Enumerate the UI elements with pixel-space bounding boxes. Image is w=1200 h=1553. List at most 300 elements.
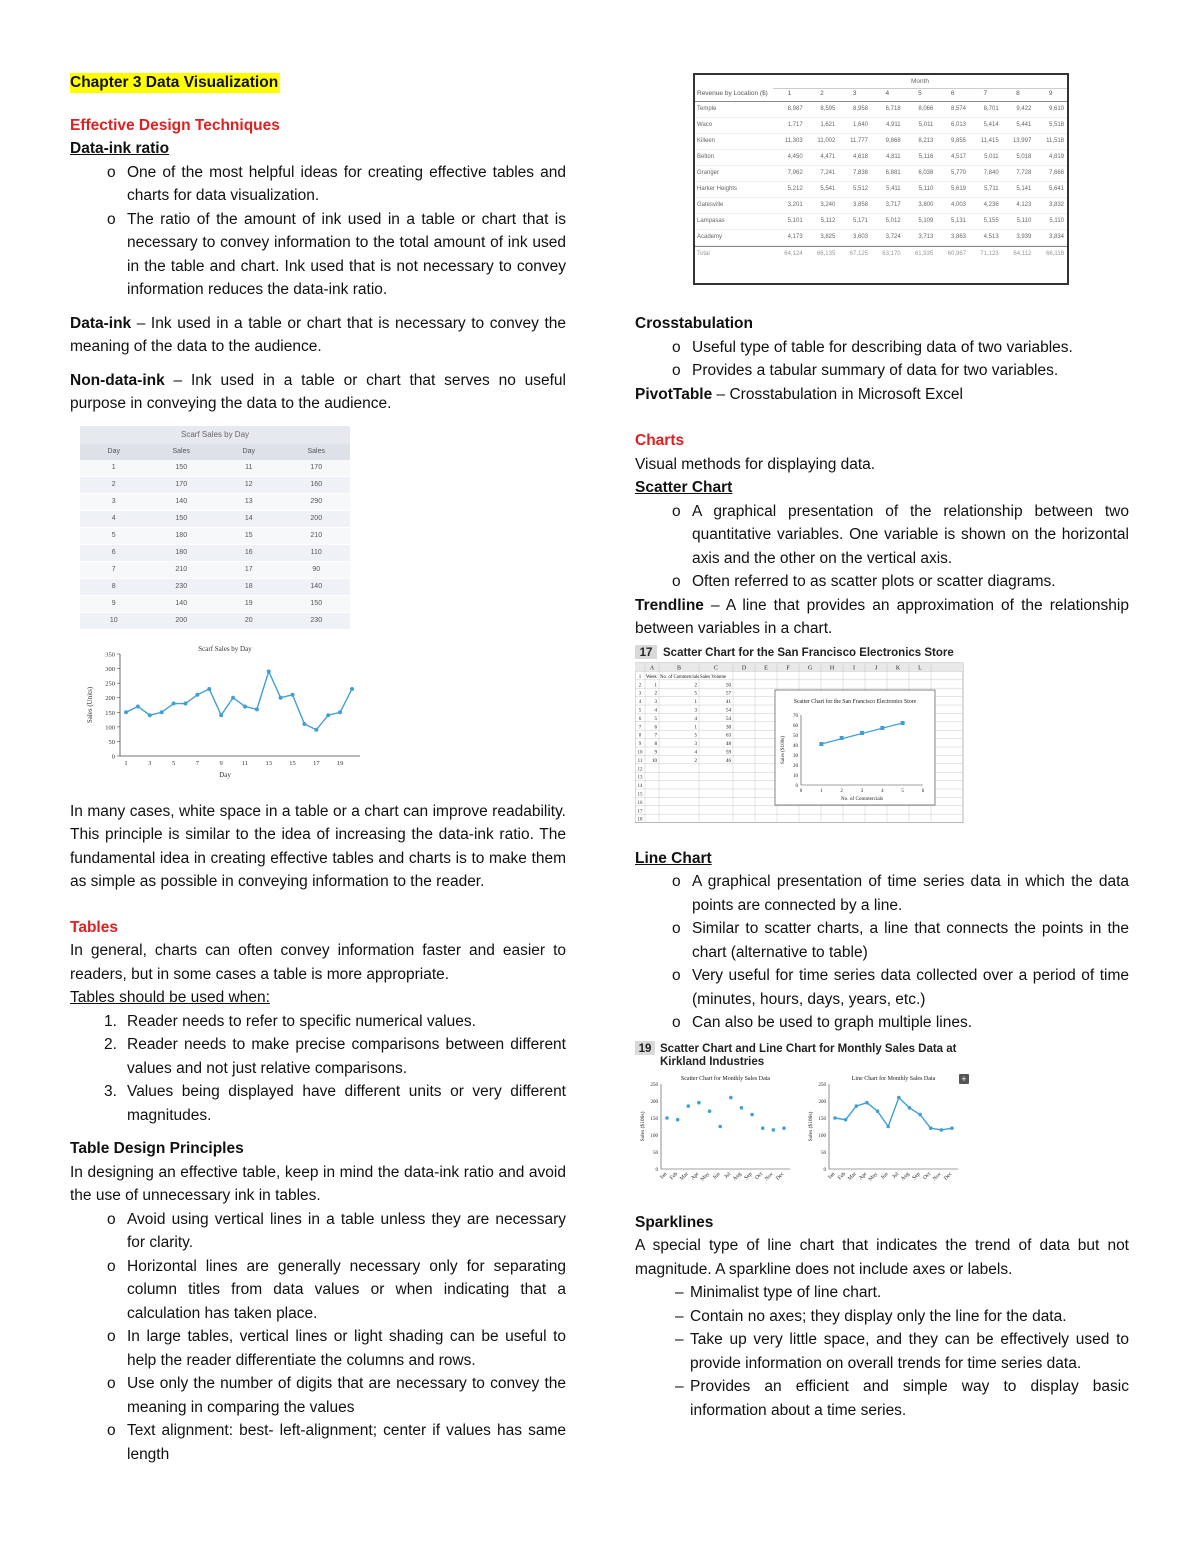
table-cell: 3,201 bbox=[787, 202, 803, 208]
x-tick-label: Feb bbox=[836, 1170, 848, 1181]
table-cell: 67,125 bbox=[849, 251, 868, 257]
data-point bbox=[772, 1128, 776, 1132]
data-point bbox=[338, 710, 342, 714]
heading-crosstabulation: Crosstabulation bbox=[635, 315, 753, 332]
x-tick-label: 4 bbox=[881, 788, 884, 794]
data-point bbox=[326, 713, 330, 717]
table-cell: 5,109 bbox=[918, 218, 934, 224]
table-cell: 64,124 bbox=[784, 251, 803, 257]
x-tick-label: Jul bbox=[891, 1170, 901, 1180]
table-cell: 7,668 bbox=[1048, 170, 1064, 176]
column-header: Day bbox=[242, 447, 255, 455]
table-cell: 17 bbox=[244, 565, 253, 573]
table-cell: 20 bbox=[244, 616, 253, 624]
data-point bbox=[860, 731, 864, 735]
column-header: 5 bbox=[918, 90, 922, 97]
table-cell: 5,441 bbox=[1016, 122, 1032, 128]
row-number: 14 bbox=[637, 783, 643, 789]
column-letter: H bbox=[829, 665, 835, 671]
list-item: o A graphical presentation of the relationship between two quantitative variables. One variable is shown on the horizontal axis and the other on the vertical axis. bbox=[672, 502, 1129, 567]
data-point bbox=[350, 686, 354, 690]
revenue-header bbox=[695, 89, 1067, 102]
total-row bbox=[695, 246, 1067, 262]
x-tick-label: Jun bbox=[879, 1170, 890, 1181]
heading-table-design-principles: Table Design Principles bbox=[70, 1140, 244, 1157]
figure-19 bbox=[635, 1041, 975, 1201]
x-tick-label: Mar bbox=[846, 1170, 858, 1182]
table-cell: 150 bbox=[175, 463, 188, 471]
table-cell: 3 bbox=[111, 497, 116, 505]
row-number: 11 bbox=[637, 758, 643, 764]
data-point bbox=[665, 1116, 669, 1120]
column-header: Day bbox=[107, 447, 120, 455]
column-header: Sales bbox=[172, 447, 190, 455]
x-tick-label: Oct bbox=[922, 1170, 933, 1181]
column-header: 9 bbox=[1048, 90, 1053, 97]
x-tick-label: Feb bbox=[668, 1170, 680, 1181]
x-tick-label: Jun bbox=[711, 1170, 722, 1181]
table-cell: 4 bbox=[654, 708, 657, 713]
scarf-sales-chart-svg bbox=[80, 642, 370, 782]
column-header: Sales bbox=[307, 447, 325, 455]
table-row bbox=[695, 182, 1067, 198]
row-number: 16 bbox=[637, 800, 643, 806]
y-tick-label: 100 bbox=[650, 1133, 658, 1139]
table-cell: 4,517 bbox=[950, 154, 966, 160]
heading-tables: Tables bbox=[70, 918, 118, 936]
y-axis-label: Sales (Units) bbox=[86, 686, 94, 723]
row-label: Temple bbox=[697, 106, 717, 112]
y-tick-label: 50 bbox=[653, 1150, 658, 1156]
figure-17 bbox=[635, 645, 965, 823]
table-cell: 2 bbox=[654, 691, 657, 697]
data-point bbox=[908, 1106, 912, 1110]
table-cell: 13 bbox=[244, 497, 253, 505]
table-cell: 66,135 bbox=[816, 251, 836, 257]
table-cell: 230 bbox=[175, 582, 188, 590]
x-tick-label: Aug bbox=[899, 1170, 911, 1182]
data-point bbox=[740, 1106, 744, 1110]
scarf-table-header bbox=[80, 444, 350, 460]
table-cell: 9 bbox=[111, 599, 116, 607]
column-letter: A bbox=[649, 665, 655, 671]
x-tick-label: Nov bbox=[931, 1170, 943, 1182]
table-cell: 170 bbox=[175, 480, 188, 488]
list-item: o The ratio of the amount of ink used in a table or chart that is necessary to convey information to the total amount of ink used in the table and chart. Ink used that is not necessary to convey information reduces the data-ink ratio. bbox=[107, 210, 566, 298]
data-point bbox=[940, 1128, 944, 1132]
charts-paragraph: Visual methods for displaying data. bbox=[635, 455, 876, 473]
data-point bbox=[880, 726, 884, 730]
heading-scatter-chart: Scatter Chart bbox=[635, 479, 733, 496]
table-cell: 59 bbox=[726, 750, 731, 755]
table-cell: 4,123 bbox=[1016, 202, 1032, 208]
tables-when-heading: Tables should be used when: bbox=[70, 989, 270, 1006]
data-point bbox=[819, 742, 823, 746]
tables-when-list bbox=[70, 1010, 566, 1128]
data-point bbox=[148, 713, 152, 717]
column-header: 7 bbox=[983, 90, 988, 97]
table-cell: 10 bbox=[109, 616, 118, 624]
table-row bbox=[695, 102, 1067, 118]
month-label: Month bbox=[773, 75, 1067, 89]
table-cell: 5,101 bbox=[787, 218, 803, 224]
table-cell: 61,935 bbox=[914, 251, 934, 257]
table-cell: 1,640 bbox=[852, 122, 868, 128]
table-cell: 8,213 bbox=[918, 138, 934, 144]
table-cell: 3 bbox=[694, 708, 697, 713]
data-point bbox=[243, 704, 247, 708]
table-row bbox=[695, 134, 1067, 150]
table-cell: 8,987 bbox=[787, 106, 803, 112]
row-label: Belton bbox=[697, 154, 715, 160]
table-cell: 54 bbox=[726, 708, 731, 713]
figure-number: 17 bbox=[639, 646, 653, 659]
list-item: 1. Reader needs to refer to specific numerical values. bbox=[104, 1012, 476, 1030]
table-cell: 6,718 bbox=[885, 106, 901, 112]
table-cell: 210 bbox=[310, 531, 323, 539]
table-row bbox=[695, 150, 1067, 166]
list-item: 3. Values being displayed have different units or very different magnitudes. bbox=[104, 1083, 566, 1124]
x-tick-label: 7 bbox=[195, 759, 199, 767]
table-cell: 4 bbox=[694, 750, 697, 755]
data-point bbox=[172, 701, 176, 705]
column-letter: I bbox=[853, 665, 855, 671]
table-cell: 1,621 bbox=[820, 122, 836, 128]
table-cell: 4,618 bbox=[852, 154, 868, 160]
table-cell: 3,800 bbox=[918, 202, 934, 208]
x-tick-label: Sep bbox=[743, 1170, 754, 1181]
table-cell: 4,236 bbox=[983, 202, 999, 208]
x-tick-label: Mar bbox=[678, 1170, 690, 1182]
row-number: 10 bbox=[637, 750, 643, 755]
y-tick-label: 150 bbox=[818, 1116, 826, 1122]
table-row bbox=[80, 494, 350, 511]
table-cell: 7,241 bbox=[820, 170, 836, 176]
table-cell: 13,997 bbox=[1012, 138, 1032, 144]
y-tick-label: 150 bbox=[105, 709, 115, 717]
sparklines-paragraph: A special type of line chart that indicates the trend of data but not magnitude. A sparkline does not include axes or labels. bbox=[635, 1237, 1129, 1278]
data-point bbox=[918, 1112, 922, 1116]
row-number: 9 bbox=[638, 741, 642, 747]
y-tick-label: 20 bbox=[793, 763, 798, 769]
table-cell: 4 bbox=[111, 514, 116, 522]
column-letter: J bbox=[874, 665, 878, 671]
list-item: o Provides a tabular summary of data for two variables. bbox=[672, 362, 1059, 379]
y-tick-label: 30 bbox=[793, 753, 798, 759]
x-tick-label: Apr bbox=[858, 1170, 869, 1181]
list-item: – Take up very little space, and they can be effectively used to provide information on overall trends for time series data. bbox=[675, 1331, 1129, 1372]
x-tick-label: 9 bbox=[219, 759, 223, 767]
heading-effective-design: Effective Design Techniques bbox=[70, 116, 280, 134]
tdp-list bbox=[70, 1208, 566, 1467]
row-label: Harker Heights bbox=[697, 186, 738, 192]
scarf-sales-chart bbox=[80, 642, 370, 782]
x-tick-label: Jul bbox=[723, 1170, 733, 1180]
x-tick-label: Apr bbox=[690, 1170, 701, 1181]
x-tick-label: 1 bbox=[820, 788, 823, 794]
data-point bbox=[901, 721, 905, 725]
table-cell: 5,131 bbox=[950, 218, 966, 224]
data-point bbox=[676, 1117, 680, 1121]
data-ink-definition: Data-ink – Ink used in a table or chart that is necessary to convey the meaning of the data to the audience. bbox=[70, 314, 566, 355]
table-cell: 6,881 bbox=[885, 170, 901, 176]
column-letter: C bbox=[713, 665, 719, 671]
table-cell: 3,240 bbox=[820, 202, 836, 208]
table-cell: 170 bbox=[310, 463, 323, 471]
row-number: 15 bbox=[637, 792, 643, 797]
row-label: Killeen bbox=[697, 138, 716, 144]
data-point bbox=[854, 1104, 858, 1108]
table-cell: 8,701 bbox=[983, 106, 999, 112]
table-cell: 18 bbox=[244, 582, 253, 590]
list-item: o Useful type of table for describing data of two variables. bbox=[672, 338, 1073, 356]
table-cell: 7 bbox=[654, 733, 657, 739]
y-axis-label: Sales ($100s) bbox=[780, 735, 786, 764]
table-cell: 5 bbox=[694, 733, 697, 739]
figure-number: 19 bbox=[638, 1042, 652, 1055]
table-cell: 11,777 bbox=[850, 138, 868, 144]
y-tick-label: 40 bbox=[793, 743, 798, 749]
table-cell: 3,713 bbox=[918, 234, 934, 240]
table-cell: 11,415 bbox=[980, 138, 999, 144]
table-cell: 3,939 bbox=[1016, 234, 1032, 240]
column-header: No. of Commercials bbox=[660, 674, 700, 680]
x-tick-label: Dec bbox=[942, 1170, 954, 1182]
x-tick-label: Oct bbox=[754, 1170, 765, 1181]
data-point bbox=[750, 1112, 754, 1116]
table-cell: 63 bbox=[726, 733, 731, 739]
series-line bbox=[126, 671, 352, 729]
table-cell: 6 bbox=[111, 548, 116, 556]
table-cell: 5,116 bbox=[918, 154, 934, 160]
table-cell: 71,123 bbox=[980, 251, 999, 257]
table-cell: 230 bbox=[310, 616, 323, 624]
y-tick-label: 200 bbox=[105, 694, 115, 702]
line-chart-list bbox=[635, 870, 1129, 1035]
y-tick-label: 300 bbox=[105, 665, 115, 673]
column-letter: D bbox=[741, 665, 747, 671]
table-cell: 5,112 bbox=[820, 218, 836, 224]
table-cell: 7,962 bbox=[787, 170, 803, 176]
table-cell: 5,619 bbox=[950, 186, 966, 192]
data-point bbox=[782, 1126, 786, 1130]
table-row bbox=[80, 460, 350, 477]
table-cell: 3,603 bbox=[852, 234, 868, 240]
data-point bbox=[844, 1117, 848, 1121]
revenue-month-row bbox=[695, 75, 1067, 89]
list-item: o Avoid using vertical lines in a table unless they are necessary for clarity. bbox=[107, 1210, 566, 1251]
table-cell: 5,018 bbox=[1016, 154, 1032, 160]
panel-title: Scatter Chart for Monthly Sales Data bbox=[680, 1075, 771, 1082]
table-cell: 5,011 bbox=[984, 154, 999, 160]
data-point bbox=[761, 1126, 765, 1130]
table-cell: 1 bbox=[694, 699, 697, 705]
data-point bbox=[840, 736, 844, 740]
revenue-table-body bbox=[695, 75, 1067, 262]
data-point bbox=[136, 704, 140, 708]
table-cell: 3 bbox=[654, 699, 657, 705]
table-cell: 41 bbox=[726, 699, 731, 705]
table-row bbox=[80, 596, 350, 613]
y-tick-label: 70 bbox=[793, 713, 798, 719]
data-point bbox=[708, 1109, 712, 1113]
x-tick-label: Nov bbox=[763, 1170, 775, 1182]
table-cell: 200 bbox=[310, 514, 323, 522]
table-cell: 7,728 bbox=[1016, 170, 1032, 176]
table-cell: 11,002 bbox=[817, 138, 836, 144]
data-point bbox=[314, 727, 318, 731]
chart-box bbox=[775, 690, 935, 805]
y-tick-label: 200 bbox=[818, 1099, 826, 1105]
list-item: o Text alignment: best- left-alignment; center if values has same length bbox=[107, 1422, 566, 1463]
row-number: 8 bbox=[638, 733, 642, 739]
column-letter: B bbox=[676, 665, 682, 671]
table-cell: 5,110 bbox=[1016, 218, 1032, 224]
x-tick-label: 15 bbox=[289, 759, 296, 767]
tables-paragraph: In general, charts can often convey information faster and easier to readers, but in some cases a table is more appropriate. bbox=[70, 942, 566, 983]
table-cell: 110 bbox=[310, 548, 322, 556]
table-row bbox=[695, 230, 1067, 246]
table-cell: 11,518 bbox=[1046, 138, 1064, 144]
list-item: o Use only the number of digits that are necessary to convey the meaning in comparing the values bbox=[107, 1375, 566, 1416]
x-tick-label: 11 bbox=[241, 759, 249, 767]
table-cell: 5 bbox=[111, 531, 116, 539]
table-cell: 1,717 bbox=[787, 122, 803, 128]
data-point bbox=[231, 695, 235, 699]
y-tick-label: 100 bbox=[105, 723, 115, 731]
list-item: – Contain no axes; they display only the line for the data. bbox=[675, 1307, 1067, 1325]
table-cell: 140 bbox=[175, 497, 188, 505]
table-cell: 3,834 bbox=[1048, 234, 1064, 240]
data-point bbox=[697, 1100, 701, 1104]
x-tick-label: Jan bbox=[826, 1170, 837, 1181]
table-cell: 57 bbox=[726, 691, 731, 697]
list-item: o Often referred to as scatter plots or scatter diagrams. bbox=[672, 573, 1056, 590]
list-item: – Provides an efficient and simple way to display basic information about a time series. bbox=[675, 1378, 1129, 1419]
table-cell: 3,825 bbox=[820, 234, 836, 240]
y-tick-label: 50 bbox=[821, 1150, 826, 1156]
table-cell: 4,811 bbox=[886, 154, 901, 160]
non-data-ink-definition: Non-data-ink – Ink used in a table or chart that serves no useful purpose in conveying the data to the audience. bbox=[70, 371, 566, 412]
table-cell: 150 bbox=[310, 599, 323, 607]
row-label: Granger bbox=[697, 170, 720, 176]
list-item: o Can also be used to graph multiple lines. bbox=[672, 1014, 973, 1031]
table-cell: 8,574 bbox=[950, 106, 966, 112]
figure-17-svg bbox=[635, 645, 965, 823]
heading-data-ink-ratio: Data-ink ratio bbox=[70, 140, 170, 157]
heading-sparklines: Sparklines bbox=[635, 1213, 714, 1231]
table-cell: 4,003 bbox=[950, 202, 966, 208]
table-cell: 5,155 bbox=[983, 218, 999, 224]
data-point bbox=[886, 1124, 890, 1128]
figure-title-line2: Kirkland Industries bbox=[660, 1055, 765, 1068]
table-cell: 4,513 bbox=[983, 234, 999, 240]
table-cell: 6,013 bbox=[950, 122, 966, 128]
y-tick-label: 10 bbox=[793, 773, 798, 779]
table-cell: 3,858 bbox=[852, 202, 868, 208]
table-cell: 12 bbox=[244, 480, 253, 488]
list-item: o Very useful for time series data collected over a period of time (minutes, hours, days, years, etc.) bbox=[672, 967, 1129, 1008]
x-tick-label: 5 bbox=[171, 759, 176, 767]
x-tick-label: 13 bbox=[265, 759, 272, 767]
row-label: Lampasas bbox=[697, 218, 725, 224]
table-cell: 16 bbox=[244, 548, 253, 556]
table-cell: 8 bbox=[111, 582, 116, 590]
table-cell: 3,832 bbox=[1048, 202, 1064, 208]
table-row bbox=[80, 511, 350, 528]
table-cell: 48 bbox=[726, 741, 731, 747]
column-letter: E bbox=[764, 665, 768, 671]
trendline-definition: Trendline – A line that provides an approximation of the relationship between variables in a chart. bbox=[635, 596, 1129, 637]
table-cell: 46 bbox=[726, 758, 731, 764]
right-column bbox=[635, 68, 1129, 1422]
table-cell: 180 bbox=[175, 531, 188, 539]
y-tick-label: 50 bbox=[108, 738, 115, 746]
column-letter: F bbox=[786, 665, 790, 671]
table-cell: 54 bbox=[726, 716, 731, 722]
left-column bbox=[70, 68, 566, 1466]
row-number: 2 bbox=[638, 682, 642, 688]
scarf-table-title: Scarf Sales by Day bbox=[80, 426, 350, 444]
figure-title-line1: Scatter Chart and Line Chart for Monthly Sales Data at bbox=[660, 1042, 957, 1055]
table-cell: 1 bbox=[694, 724, 697, 730]
column-letter: K bbox=[895, 665, 901, 671]
table-cell: 3 bbox=[694, 741, 697, 747]
table-cell: 50 bbox=[726, 682, 731, 688]
x-tick-label: 19 bbox=[336, 759, 344, 767]
table-cell: 8,066 bbox=[918, 106, 934, 112]
table-cell: 9 bbox=[654, 750, 657, 755]
table-cell: 180 bbox=[175, 548, 188, 556]
row-header: Revenue by Location ($) bbox=[697, 90, 768, 97]
table-cell: 5,171 bbox=[852, 218, 868, 224]
table-cell: 5,110 bbox=[918, 186, 934, 192]
list-item: o Horizontal lines are generally necessary only for separating column titles from data values or when indicating that a calculation has taken place. bbox=[107, 1257, 566, 1322]
list-item: o Similar to scatter charts, a line that connects the points in the chart (alternative to table) bbox=[672, 920, 1129, 961]
revenue-table bbox=[693, 73, 1069, 285]
table-cell: 210 bbox=[175, 565, 188, 573]
table-cell: 9,868 bbox=[885, 138, 901, 144]
x-axis-label: No. of Commercials bbox=[840, 795, 884, 802]
series-line bbox=[835, 1097, 952, 1129]
table-cell: 2 bbox=[111, 480, 116, 488]
y-tick-label: 60 bbox=[793, 723, 798, 729]
table-cell: 5,541 bbox=[820, 186, 836, 192]
row-number: 4 bbox=[638, 699, 642, 705]
data-point bbox=[729, 1095, 733, 1099]
table-cell: 3,863 bbox=[950, 234, 966, 240]
row-label: Total bbox=[697, 251, 710, 257]
table-cell: 2 bbox=[694, 682, 697, 688]
table-cell: 38 bbox=[726, 724, 731, 730]
x-tick-label: Jan bbox=[658, 1170, 669, 1181]
list-item: 2. Reader needs to make precise comparisons between different values and not just relative comparisons. bbox=[104, 1036, 566, 1077]
spacer bbox=[695, 75, 773, 89]
column-letter: L bbox=[918, 665, 922, 671]
table-cell: 66,118 bbox=[1046, 251, 1064, 257]
column-header: 2 bbox=[820, 90, 824, 97]
column-header: 6 bbox=[950, 90, 955, 97]
table-cell: 14 bbox=[244, 514, 253, 522]
table-cell: 5 bbox=[654, 716, 657, 722]
table-row bbox=[695, 118, 1067, 134]
crosstab-list bbox=[635, 336, 1129, 383]
table-cell: 8,958 bbox=[852, 106, 868, 112]
data-point bbox=[160, 710, 164, 714]
table-cell: 19 bbox=[244, 599, 253, 607]
data-point bbox=[124, 710, 128, 714]
table-row bbox=[80, 562, 350, 579]
